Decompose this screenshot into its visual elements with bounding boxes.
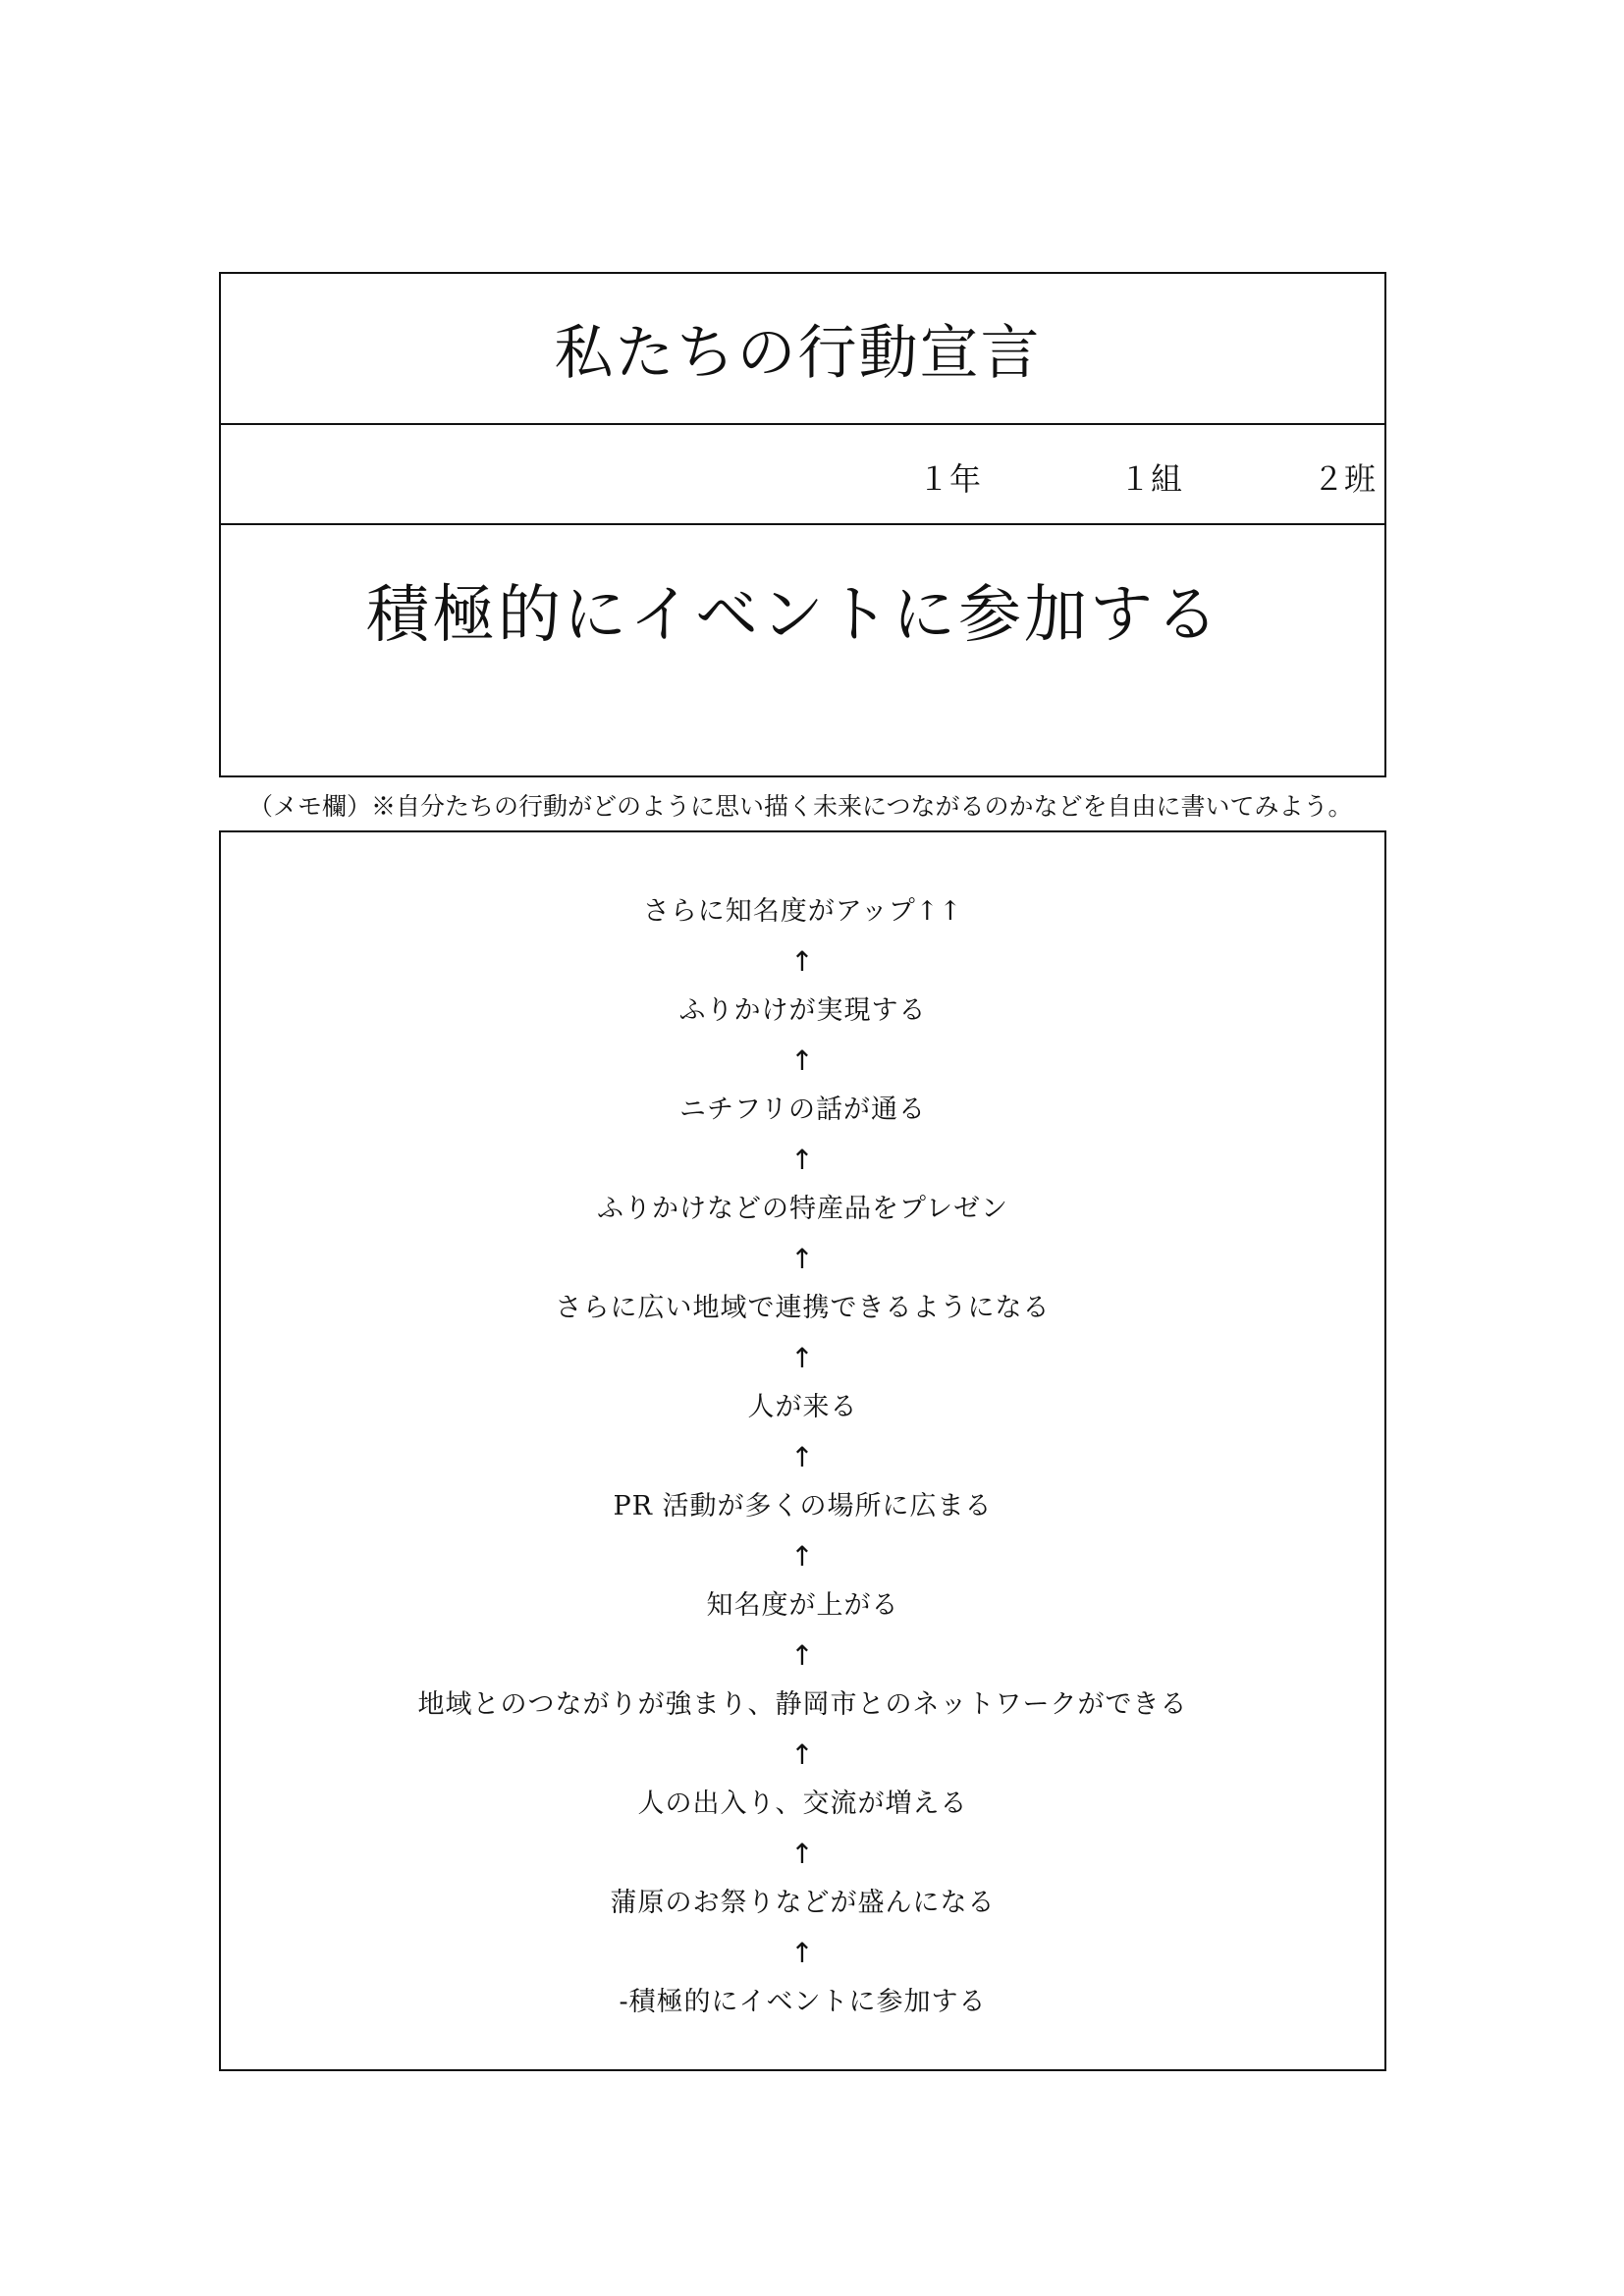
memo-caption: （メモ欄）※自分たちの行動がどのように思い描く未来につながるのかなどを自由に書いてみよう。 [248, 792, 1353, 821]
memo-chain-list [221, 887, 1384, 2028]
up-arrow: ↑ [790, 1242, 815, 1275]
up-arrow: ↑ [790, 944, 815, 978]
memo-line: 地域とのつながりが強まり、静岡市とのネットワークができる [417, 1689, 1188, 1720]
up-arrow: ↑ [790, 1043, 815, 1077]
memo-line: 知名度が上がる [706, 1590, 899, 1621]
group-label: ２班 [1313, 460, 1377, 498]
memo-line: 人が来る [747, 1392, 858, 1422]
memo-line: ふりかけが実現する [678, 995, 927, 1026]
memo-line: さらに広い地域で連携できるようになる [555, 1293, 1051, 1323]
memo-line: PR 活動が多くの場所に広まる [613, 1491, 993, 1522]
up-arrow: ↑ [790, 1341, 815, 1374]
declaration-row [221, 525, 1384, 775]
memo-line: 人の出入り、交流が増える [637, 1789, 968, 1819]
class-label: １組 [1119, 460, 1183, 498]
up-arrow: ↑ [790, 1936, 815, 1969]
action-declaration: 積極的にイベントに参加する [366, 579, 1221, 652]
up-arrow: ↑ [790, 1440, 815, 1473]
up-arrow: ↑ [790, 1143, 815, 1176]
up-arrow: ↑ [790, 1638, 815, 1672]
title-row [221, 274, 1384, 425]
memo-line: ニチフリの話が通る [679, 1095, 926, 1125]
grade-label: １年 [918, 460, 982, 498]
memo-line: さらに知名度がアップ↑↑ [642, 896, 963, 927]
declaration-box [219, 272, 1386, 777]
up-arrow: ↑ [790, 1539, 815, 1573]
page-title: 私たちの行動宣言 [554, 319, 1042, 388]
memo-box [219, 830, 1386, 2071]
class-info-row [221, 425, 1384, 525]
memo-line: 蒲原のお祭りなどが盛んになる [610, 1888, 996, 1918]
memo-line: -積極的にイベントに参加する [619, 1987, 987, 2017]
memo-line: ふりかけなどの特産品をプレゼン [597, 1194, 1008, 1224]
up-arrow: ↑ [790, 1837, 815, 1870]
up-arrow: ↑ [790, 1737, 815, 1771]
